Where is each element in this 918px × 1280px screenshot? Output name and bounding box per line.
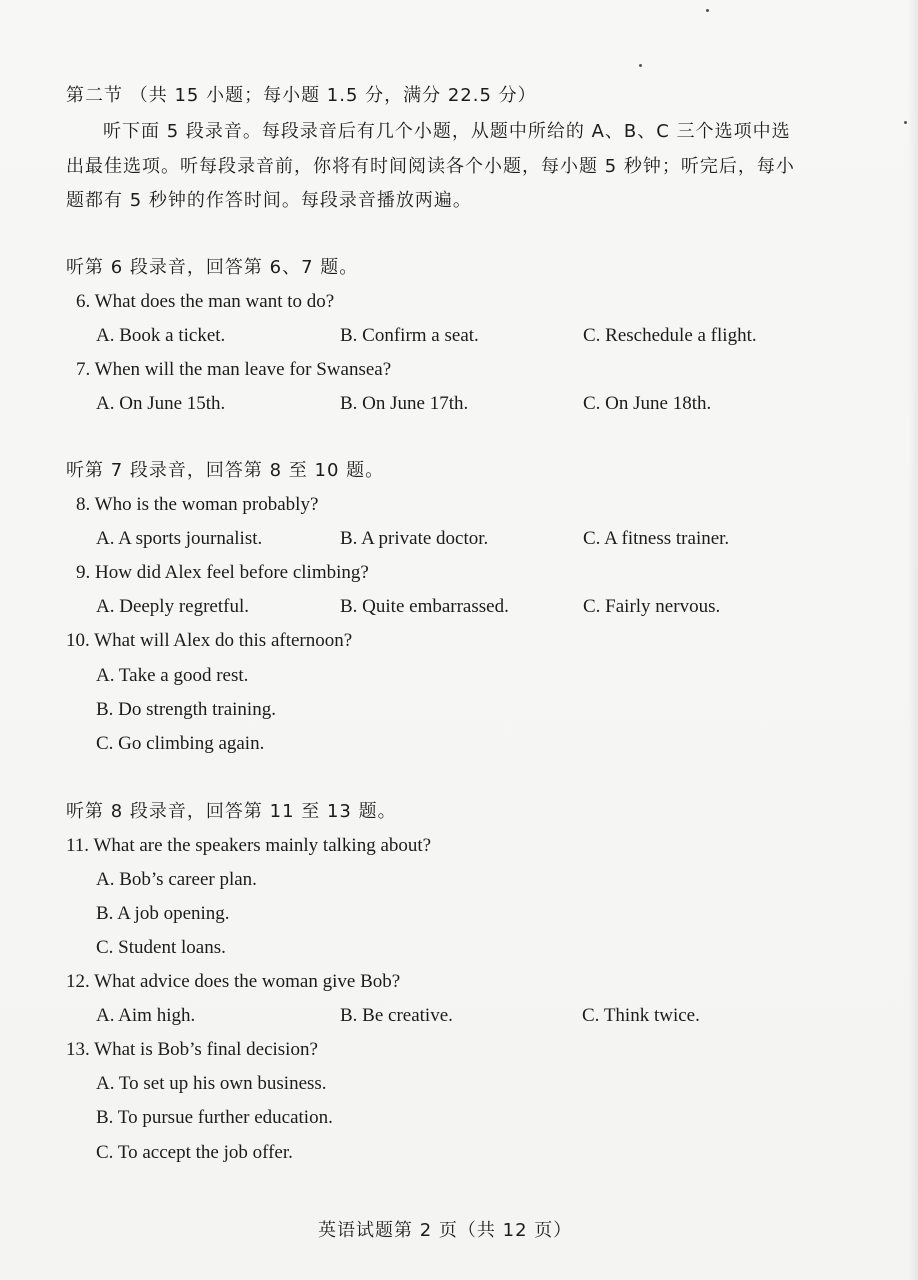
q9-option-b: B. Quite embarrassed. <box>340 596 509 617</box>
q8-option-c: C. A fitness trainer. <box>583 528 730 549</box>
question-12: 12. What advice does the woman give Bob? <box>66 971 401 992</box>
q13-option-b: B. To pursue further education. <box>96 1107 333 1128</box>
q7-option-a: A. On June 15th. <box>96 393 226 414</box>
q13-option-a: A. To set up his own business. <box>96 1073 327 1094</box>
q12-option-c: C. Think twice. <box>582 1005 700 1026</box>
q10-option-b: B. Do strength training. <box>96 699 276 720</box>
group-header-6: 听第 6 段录音，回答第 6、7 题。 <box>66 257 359 278</box>
q12-option-b: B. Be creative. <box>340 1005 453 1026</box>
speck <box>904 121 907 124</box>
page-edge-shadow <box>908 0 918 1280</box>
question-10: 10. What will Alex do this afternoon? <box>66 630 353 651</box>
group-header-7: 听第 7 段录音，回答第 8 至 10 题。 <box>66 460 385 481</box>
question-6: 6. What does the man want to do? <box>76 291 335 312</box>
q10-option-c: C. Go climbing again. <box>96 733 265 754</box>
q6-option-c: C. Reschedule a flight. <box>583 325 757 346</box>
question-8: 8. Who is the woman probably? <box>76 494 319 515</box>
question-13: 13. What is Bob’s final decision? <box>66 1039 318 1060</box>
group-header-8: 听第 8 段录音，回答第 11 至 13 题。 <box>66 801 397 822</box>
question-9: 9. How did Alex feel before climbing? <box>76 562 369 583</box>
page-footer: 英语试题第 2 页（共 12 页） <box>318 1220 573 1241</box>
q7-option-c: C. On June 18th. <box>583 393 712 414</box>
question-11: 11. What are the speakers mainly talking about? <box>66 835 432 856</box>
q12-option-a: A. Aim high. <box>96 1005 196 1026</box>
q9-option-c: C. Fairly nervous. <box>583 596 721 617</box>
q10-option-a: A. Take a good rest. <box>96 665 249 686</box>
speck <box>706 9 709 12</box>
q11-option-c: C. Student loans. <box>96 937 226 958</box>
section-title: 第二节 （共 15 小题；每小题 1.5 分，满分 22.5 分） <box>66 85 537 106</box>
q13-option-c: C. To accept the job offer. <box>96 1142 293 1163</box>
q11-option-b: B. A job opening. <box>96 903 230 924</box>
q8-option-a: A. A sports journalist. <box>96 528 263 549</box>
instruction-line-1: 听下面 5 段录音。每段录音后有几个小题，从题中所给的 A、B、C 三个选项中选 <box>103 121 791 142</box>
speck <box>639 64 642 67</box>
question-7: 7. When will the man leave for Swansea? <box>76 359 392 380</box>
q7-option-b: B. On June 17th. <box>340 393 469 414</box>
instruction-line-3: 题都有 5 秒钟的作答时间。每段录音播放两遍。 <box>66 190 472 211</box>
q9-option-a: A. Deeply regretful. <box>96 596 249 617</box>
q8-option-b: B. A private doctor. <box>340 528 489 549</box>
q6-option-a: A. Book a ticket. <box>96 325 226 346</box>
q11-option-a: A. Bob’s career plan. <box>96 869 257 890</box>
instruction-line-2: 出最佳选项。听每段录音前，你将有时间阅读各个小题，每小题 5 秒钟；听完后，每小 <box>66 156 795 177</box>
q6-option-b: B. Confirm a seat. <box>340 325 479 346</box>
